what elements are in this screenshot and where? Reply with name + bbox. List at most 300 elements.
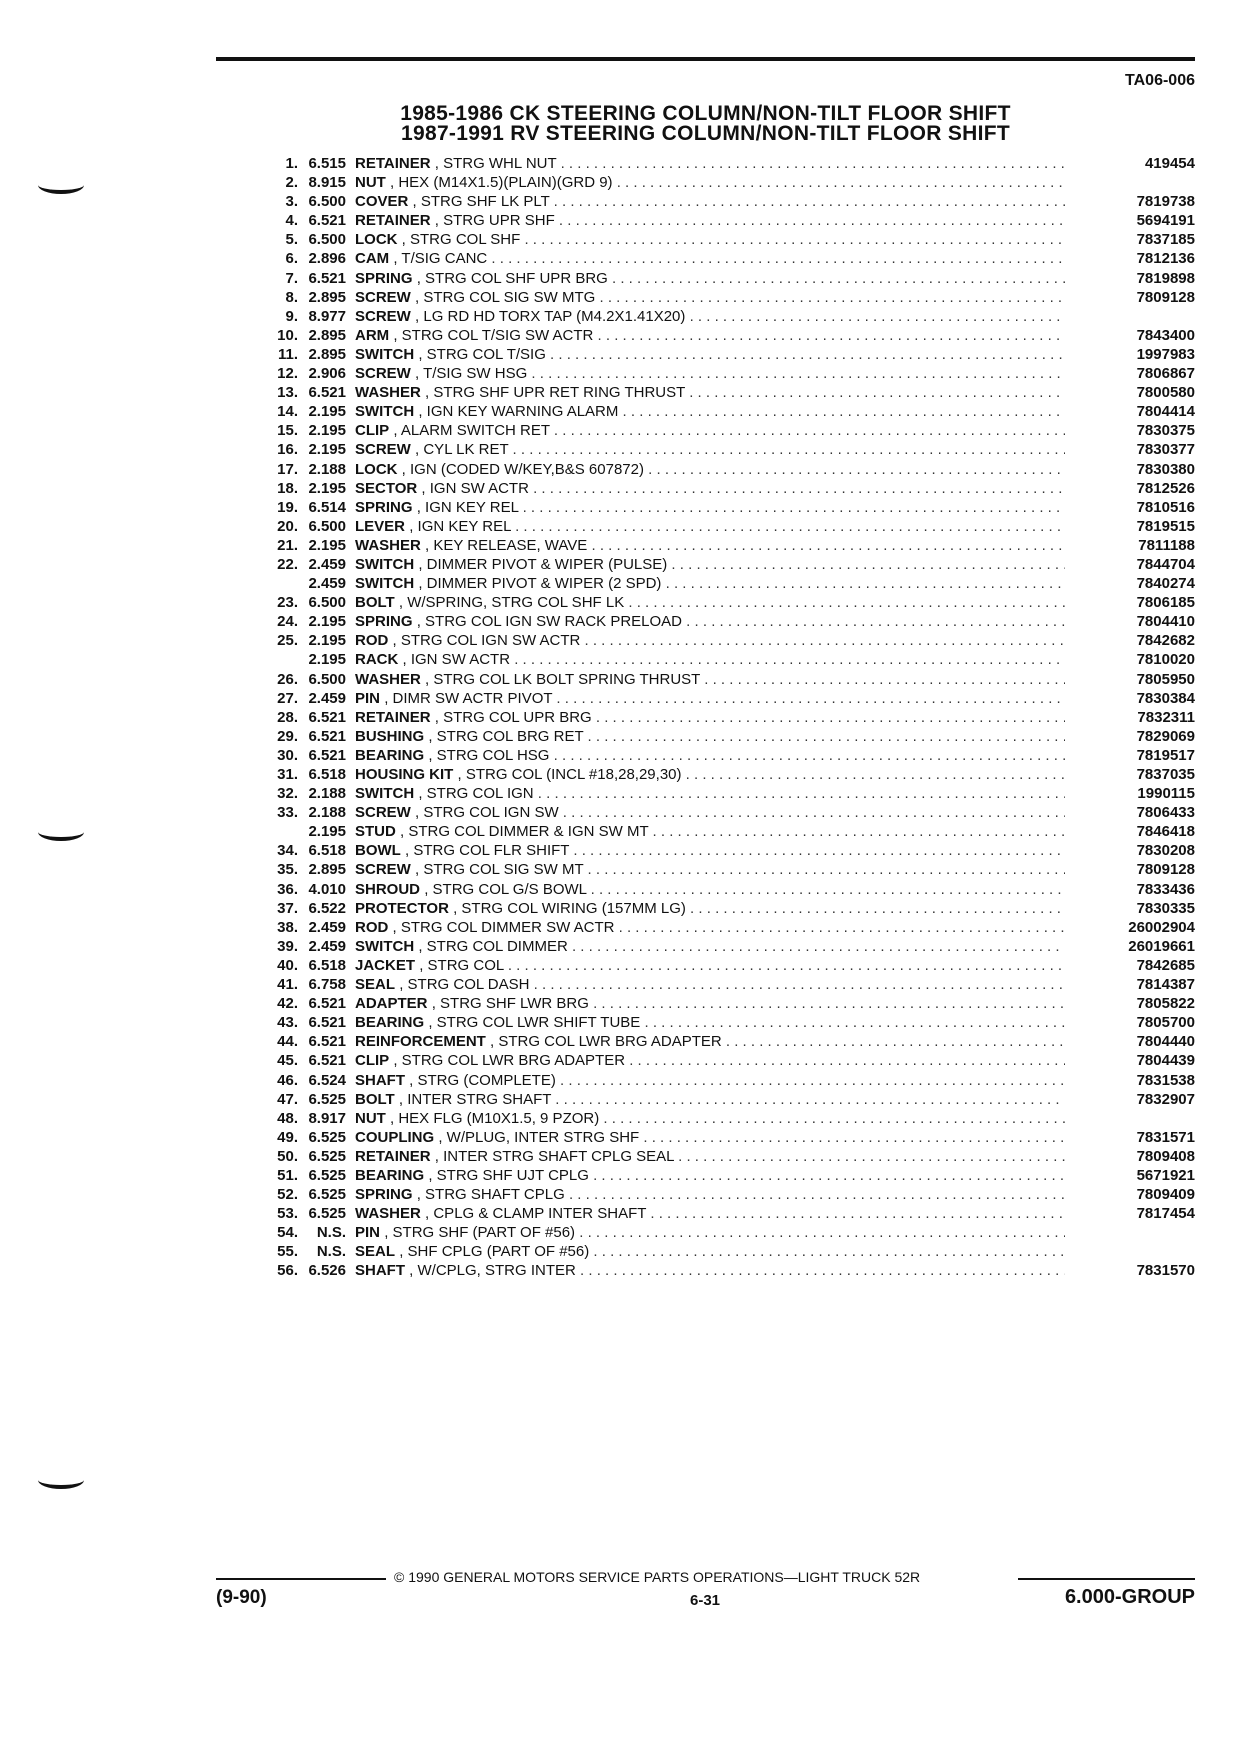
part-name: SECTOR [355, 479, 418, 497]
part-number: 7800580 [1136, 384, 1195, 402]
group-number: 2.195 [308, 632, 346, 650]
part-description [355, 1051, 1065, 1070]
list-item [270, 631, 1195, 650]
part-detail: , STRG COL DIMMER SW ACTR [392, 918, 615, 936]
item-number: 53. [277, 1205, 298, 1223]
item-number: 33. [277, 804, 298, 822]
list-item [270, 440, 1195, 459]
part-detail: , STRG COL LWR BRG ADAPTER [490, 1033, 722, 1051]
part-name: REINFORCEMENT [355, 1033, 486, 1051]
part-name: LEVER [355, 517, 406, 535]
list-item [270, 650, 1195, 669]
part-name: WASHER [355, 1205, 421, 1223]
group-number: 6.521 [308, 1014, 346, 1032]
list-item [270, 880, 1195, 899]
part-number: 419454 [1144, 155, 1195, 172]
list-item [270, 803, 1195, 822]
title-line-1: 1985-1986 CK STEERING COLUMN/NON-TILT FLOOR SHIFT [400, 102, 1011, 125]
part-number: 7830377 [1136, 441, 1195, 459]
part-number: 7830380 [1136, 460, 1195, 478]
item-number: 6. [285, 250, 298, 268]
item-number: 13. [277, 384, 298, 402]
part-name: RETAINER [355, 212, 431, 230]
part-detail: , IGN (CODED W/KEY,B&S 607872) [401, 460, 644, 478]
part-description [355, 479, 1065, 498]
part-description [355, 1261, 1065, 1280]
part-number: 7805700 [1136, 1014, 1195, 1032]
group-number: 2.895 [308, 861, 346, 879]
part-description [355, 994, 1065, 1013]
page-title [216, 104, 1195, 144]
item-number: 22. [277, 555, 298, 573]
item-number: 54. [277, 1224, 298, 1242]
list-item [270, 307, 1195, 326]
part-description [355, 555, 1065, 574]
part-description [355, 689, 1065, 708]
part-name: ROD [355, 918, 389, 936]
part-description [355, 612, 1065, 631]
part-detail: , CPLG & CLAMP INTER SHAFT [425, 1205, 647, 1223]
list-item [270, 1090, 1195, 1109]
list-item [270, 1261, 1195, 1280]
part-number: 7819517 [1136, 746, 1195, 764]
part-number: 7846418 [1136, 823, 1195, 841]
group-number: 2.195 [308, 441, 346, 459]
part-detail: , HEX (M14X1.5)(PLAIN)(GRD 9) [390, 174, 613, 192]
item-number: 8. [285, 288, 298, 306]
part-description [355, 650, 1065, 669]
binder-hole-mark [38, 1471, 84, 1489]
group-number: N.S. [316, 1243, 346, 1261]
group-number: 6.758 [308, 976, 346, 994]
part-number: 7810020 [1136, 651, 1195, 669]
part-description [355, 765, 1065, 784]
part-name: BEARING [355, 746, 425, 764]
list-item [270, 689, 1195, 708]
group-number: 2.459 [308, 918, 346, 936]
part-detail: , IGN KEY REL [409, 517, 511, 535]
footer-rule-left [216, 1578, 386, 1580]
part-description [355, 956, 1065, 975]
part-detail: , STRG SHAFT CPLG [416, 1186, 565, 1204]
part-description [355, 574, 1065, 593]
list-item [270, 1147, 1195, 1166]
page-number: 6-31 [690, 1592, 721, 1609]
part-detail: , STRG COL SHF [401, 231, 521, 249]
part-name: SEAL [355, 976, 396, 994]
group-number: 2.459 [308, 689, 346, 707]
part-number: 7804410 [1136, 613, 1195, 631]
part-detail: , STRG COL LK BOLT SPRING THRUST [425, 670, 701, 688]
group-number: 6.500 [308, 517, 346, 535]
part-description [355, 1166, 1065, 1185]
part-detail: , STRG COL T/SIG SW ACTR [393, 326, 594, 344]
part-detail: , STRG COL HSG [428, 746, 550, 764]
item-number: 50. [277, 1147, 298, 1165]
part-name: COVER [355, 193, 409, 211]
part-name: BEARING [355, 1166, 425, 1184]
list-item [270, 841, 1195, 860]
group-number: 6.500 [308, 594, 346, 612]
part-description [355, 631, 1065, 650]
part-number: 5671921 [1136, 1166, 1195, 1184]
part-number: 7819738 [1136, 193, 1195, 211]
part-name: LOCK [355, 231, 398, 249]
part-description [355, 498, 1065, 517]
part-detail: , STRG COL DIMMER [418, 937, 568, 955]
part-description [355, 154, 1065, 173]
part-number: 26002904 [1128, 918, 1195, 936]
part-description [355, 307, 1065, 326]
list-item [270, 612, 1195, 631]
list-item [270, 1013, 1195, 1032]
part-detail: , IGN KEY WARNING ALARM [418, 403, 619, 421]
part-detail: , T/SIG CANC [393, 250, 488, 268]
part-description [355, 1185, 1065, 1204]
list-item [270, 249, 1195, 268]
item-number: 46. [277, 1071, 298, 1089]
part-detail: , STRG COL IGN SW [415, 804, 559, 822]
part-description [355, 822, 1065, 841]
part-name: BOWL [355, 842, 401, 860]
item-number: 41. [277, 976, 298, 994]
part-number: 7809128 [1136, 861, 1195, 879]
part-detail: , STRG UPR SHF [434, 212, 555, 230]
group-number: 2.895 [308, 288, 346, 306]
list-item [270, 479, 1195, 498]
part-description [355, 1128, 1065, 1147]
part-name: BEARING [355, 1014, 425, 1032]
part-description [355, 975, 1065, 994]
item-number: 38. [277, 918, 298, 936]
part-number: 7831570 [1136, 1262, 1195, 1280]
part-detail: , IGN KEY REL [416, 498, 519, 516]
group-number: 6.521 [308, 727, 346, 745]
part-description [355, 288, 1065, 307]
group-number: 6.525 [308, 1205, 346, 1223]
part-description [355, 192, 1065, 211]
list-item [270, 1109, 1195, 1128]
part-name: SWITCH [355, 785, 415, 803]
part-number: 7805950 [1136, 670, 1195, 688]
part-detail: , CYL LK RET [415, 441, 509, 459]
group-number: 6.521 [308, 746, 346, 764]
item-number: 56. [277, 1262, 298, 1280]
part-detail: , STRG SHF LK PLT [412, 193, 550, 211]
list-item [270, 746, 1195, 765]
part-description [355, 460, 1065, 479]
part-description [355, 269, 1065, 288]
part-name: RETAINER [355, 1147, 431, 1165]
list-item [270, 860, 1195, 879]
part-detail: , STRG COL BRG RET [428, 727, 584, 745]
list-item [270, 1242, 1195, 1261]
part-detail: , STRG COL UPR BRG [434, 708, 592, 726]
item-number: 27. [277, 689, 298, 707]
group-number: 2.188 [308, 804, 346, 822]
item-number: 30. [277, 746, 298, 764]
part-detail: , STRG SHF UPR RET RING THRUST [425, 384, 686, 402]
group-number: 2.195 [308, 823, 346, 841]
group-number: 6.500 [308, 231, 346, 249]
list-item [270, 593, 1195, 612]
document-code: TA06-006 [1125, 72, 1195, 89]
part-number: 7811188 [1138, 536, 1195, 554]
list-item [270, 402, 1195, 421]
part-detail: , STRG WHL NUT [434, 155, 557, 172]
list-item [270, 230, 1195, 249]
group-number: 6.514 [308, 498, 346, 516]
part-description [355, 402, 1065, 421]
part-name: CLIP [355, 1052, 390, 1070]
part-description [355, 860, 1065, 879]
part-detail: , STRG COL WIRING (157MM LG) [453, 899, 686, 917]
part-name: PIN [355, 689, 381, 707]
group-number: 6.521 [308, 269, 346, 287]
part-description [355, 918, 1065, 937]
part-number: 7804439 [1136, 1052, 1195, 1070]
list-item [270, 899, 1195, 918]
list-item [270, 1051, 1195, 1070]
part-description [355, 1013, 1065, 1032]
part-name: ADAPTER [355, 995, 428, 1013]
group-number: 6.525 [308, 1147, 346, 1165]
part-number: 7829069 [1136, 727, 1195, 745]
part-name: WASHER [355, 670, 421, 688]
part-number: 7837185 [1136, 231, 1195, 249]
part-number: 7809408 [1136, 1147, 1195, 1165]
item-number: 34. [277, 842, 298, 860]
part-number: 7832907 [1136, 1090, 1195, 1108]
item-number: 18. [277, 479, 298, 497]
list-item [270, 975, 1195, 994]
item-number: 32. [277, 785, 298, 803]
list-item [270, 345, 1195, 364]
part-number: 26019661 [1128, 937, 1195, 955]
part-detail: , INTER STRG SHAFT CPLG SEAL [434, 1147, 674, 1165]
part-name: RETAINER [355, 708, 431, 726]
part-name: SPRING [355, 1186, 413, 1204]
group-number: 6.500 [308, 193, 346, 211]
part-number: 7843400 [1136, 326, 1195, 344]
item-number: 51. [277, 1166, 298, 1184]
item-number: 31. [277, 766, 298, 783]
list-item [270, 460, 1195, 479]
part-detail: , STRG SHF LWR BRG [431, 995, 589, 1013]
part-name: PIN [355, 1224, 381, 1242]
part-detail: , STRG COL LWR BRG ADAPTER [393, 1052, 626, 1070]
part-name: SHROUD [355, 880, 421, 898]
item-number: 14. [277, 403, 298, 421]
part-detail: , STRG COL IGN SW RACK PRELOAD [416, 613, 683, 631]
item-number: 17. [277, 460, 298, 478]
part-description [355, 1204, 1065, 1223]
part-detail: , STRG COL G/S BOWL [424, 880, 587, 898]
item-number: 52. [277, 1186, 298, 1204]
part-description [355, 326, 1065, 345]
group-number: 2.459 [308, 555, 346, 573]
group-number: 2.188 [308, 460, 346, 478]
part-detail: , STRG (COMPLETE) [409, 1071, 556, 1089]
part-name: COUPLING [355, 1128, 435, 1146]
part-number: 7806433 [1136, 804, 1195, 822]
part-detail: , IGN SW ACTR [402, 651, 511, 669]
group-number: 2.188 [308, 785, 346, 803]
part-description [355, 440, 1065, 459]
part-detail: , DIMMER PIVOT & WIPER (2 SPD) [418, 575, 662, 593]
part-number: 7814387 [1136, 976, 1195, 994]
part-description [355, 421, 1065, 440]
part-number: 7832311 [1137, 708, 1195, 726]
list-item [270, 173, 1195, 192]
part-detail: , W/PLUG, INTER STRG SHF [438, 1128, 640, 1146]
part-number: 1997983 [1136, 345, 1195, 363]
item-number: 37. [277, 899, 298, 917]
item-number: 12. [277, 365, 298, 383]
part-description [355, 211, 1065, 230]
group-number: 6.525 [308, 1090, 346, 1108]
group-number: 6.521 [308, 995, 346, 1013]
part-detail: , W/SPRING, STRG COL SHF LK [398, 594, 625, 612]
part-description [355, 173, 1065, 192]
item-number: 29. [277, 727, 298, 745]
part-description [355, 937, 1065, 956]
group-number: 2.195 [308, 651, 346, 669]
list-item [270, 421, 1195, 440]
part-description [355, 230, 1065, 249]
part-name: BUSHING [355, 727, 425, 745]
item-number: 2. [285, 174, 298, 192]
part-description [355, 746, 1065, 765]
part-name: RACK [355, 651, 399, 669]
part-name: SCREW [355, 307, 411, 325]
part-description [355, 803, 1065, 822]
list-item [270, 555, 1195, 574]
footer-rule-right [1018, 1578, 1195, 1580]
group-number: 6.526 [308, 1262, 346, 1280]
list-item [270, 670, 1195, 689]
part-description [355, 517, 1065, 536]
part-detail: , STRG COL FLR SHIFT [405, 842, 570, 860]
item-number: 43. [277, 1014, 298, 1032]
part-description [355, 727, 1065, 746]
list-item [270, 918, 1195, 937]
part-detail: , W/CPLG, STRG INTER [409, 1262, 576, 1280]
part-name: ARM [355, 326, 390, 344]
part-name: ROD [355, 632, 389, 650]
list-item [270, 288, 1195, 307]
part-detail: , SHF CPLG (PART OF #56) [399, 1243, 590, 1261]
part-number: 7804414 [1136, 403, 1195, 421]
list-item [270, 326, 1195, 345]
part-detail: , STRG SHF UJT CPLG [428, 1166, 589, 1184]
part-name: SWITCH [355, 403, 415, 421]
part-detail: , STRG COL SHF UPR BRG [416, 269, 608, 287]
part-name: SWITCH [355, 345, 415, 363]
group-number: 2.896 [308, 250, 346, 268]
part-detail: , STRG COL SIG SW MT [415, 861, 584, 879]
part-name: WASHER [355, 536, 421, 554]
part-name: HOUSING KIT [355, 766, 454, 783]
copyright-text: © 1990 GENERAL MOTORS SERVICE PARTS OPERATIONS—LIGHT TRUCK 52R [394, 1569, 921, 1585]
part-name: SWITCH [355, 575, 415, 593]
list-item [270, 574, 1195, 593]
part-number: 7806867 [1136, 365, 1195, 383]
part-detail: , STRG COL DASH [399, 976, 530, 994]
part-number: 7805822 [1136, 995, 1195, 1013]
item-number: 55. [277, 1243, 298, 1261]
part-description [355, 708, 1065, 727]
list-item [270, 383, 1195, 402]
binder-hole-mark [38, 823, 84, 841]
item-number: 15. [277, 422, 298, 440]
part-description [355, 784, 1065, 803]
item-number: 25. [277, 632, 298, 650]
item-number: 45. [277, 1052, 298, 1070]
item-number: 5. [285, 231, 298, 249]
group-number: 2.195 [308, 403, 346, 421]
list-item [270, 498, 1195, 517]
item-number: 9. [285, 307, 298, 325]
part-number: 7842682 [1136, 632, 1195, 650]
part-detail: , IGN SW ACTR [421, 479, 529, 497]
part-number: 7812136 [1136, 250, 1195, 268]
group-number: 8.917 [308, 1109, 346, 1127]
part-detail: , INTER STRG SHAFT [398, 1090, 552, 1108]
list-item [270, 1032, 1195, 1051]
part-number: 7809409 [1136, 1186, 1195, 1204]
part-detail: , STRG COL DIMMER & IGN SW MT [400, 823, 649, 841]
item-number: 10. [277, 326, 298, 344]
part-description [355, 1032, 1065, 1051]
part-description [355, 345, 1065, 364]
part-name: SCREW [355, 441, 411, 459]
part-number: 7830375 [1136, 422, 1195, 440]
list-item [270, 956, 1195, 975]
part-detail: , DIMMER PIVOT & WIPER (PULSE) [418, 555, 668, 573]
list-item [270, 1185, 1195, 1204]
list-item [270, 1071, 1195, 1090]
part-number: 7833436 [1136, 880, 1195, 898]
group-number: 6.521 [308, 1033, 346, 1051]
item-number: 36. [277, 880, 298, 898]
group-number: N.S. [316, 1224, 346, 1242]
part-name: SPRING [355, 269, 413, 287]
part-number: 7819515 [1136, 517, 1195, 535]
group-number: 6.521 [308, 708, 346, 726]
group-number: 6.518 [308, 842, 346, 860]
part-name: WASHER [355, 384, 421, 402]
item-number: 49. [277, 1128, 298, 1146]
list-item [270, 517, 1195, 536]
group-number: 6.500 [308, 670, 346, 688]
part-description [355, 1090, 1065, 1109]
part-detail: , STRG COL T/SIG [418, 345, 546, 363]
part-number: 1990115 [1137, 785, 1195, 803]
part-number: 7817454 [1136, 1205, 1195, 1223]
part-name: SCREW [355, 365, 411, 383]
part-detail: , KEY RELEASE, WAVE [425, 536, 588, 554]
part-description [355, 1071, 1065, 1090]
list-item [270, 1223, 1195, 1242]
item-number: 4. [285, 212, 298, 230]
list-item [270, 364, 1195, 383]
group-number: 2.906 [308, 365, 346, 383]
list-item [270, 192, 1195, 211]
part-number: 7809128 [1136, 288, 1195, 306]
part-detail: , HEX FLG (M10X1.5, 9 PZOR) [390, 1109, 600, 1127]
list-item [270, 536, 1195, 555]
